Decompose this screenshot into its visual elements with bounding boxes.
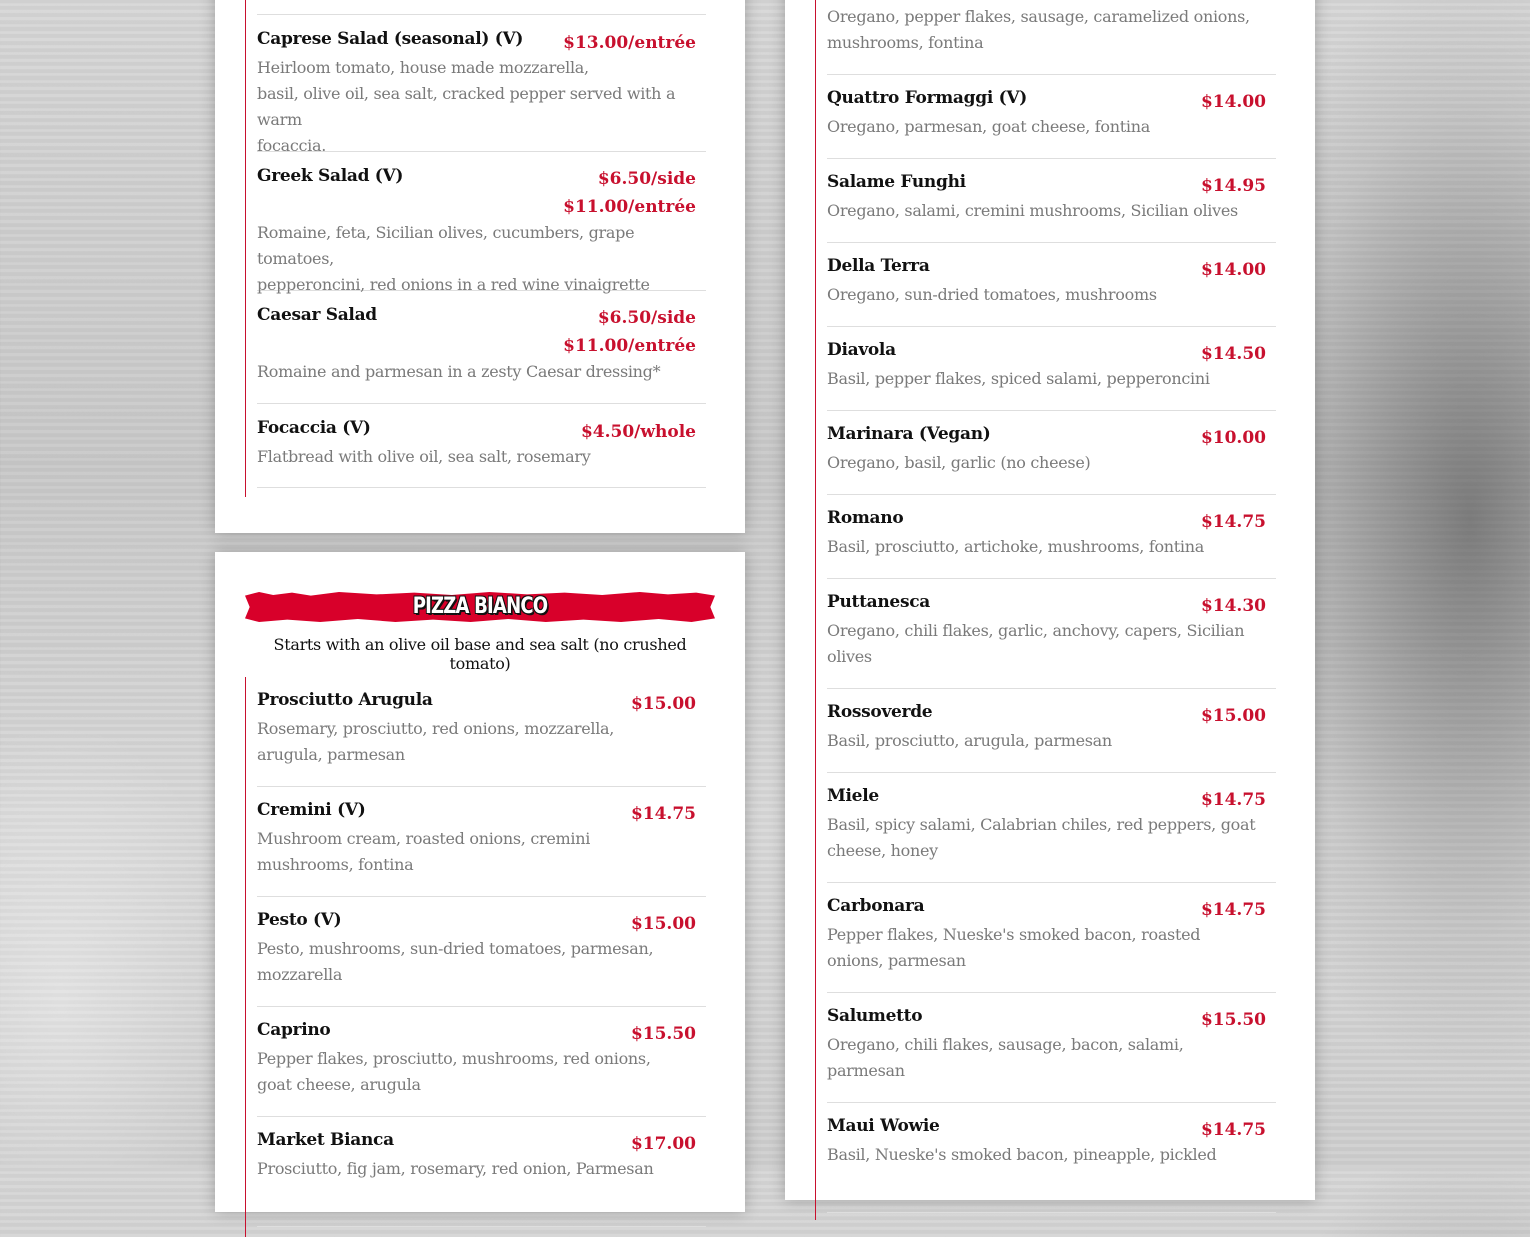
item-price: $14.75 — [1200, 512, 1266, 532]
item-description — [257, 1156, 653, 1182]
item-price-entree: $11.00/entrée — [563, 336, 696, 356]
item-price: $17.00 — [630, 1134, 696, 1154]
item-price: $14.00 — [1200, 92, 1266, 112]
menu-item-carbonara — [827, 883, 1276, 993]
item-description — [827, 812, 1255, 864]
item-name: Maui Wowie — [827, 1116, 940, 1136]
item-name: Puttanesca — [827, 592, 930, 612]
item-description-line: Pesto, mushrooms, sun-dried tomatoes, parmesan, — [257, 939, 654, 958]
section-subtitle: Starts with an olive oil base and sea salt (no crushed tomato) — [273, 635, 687, 673]
item-description — [257, 1046, 651, 1098]
item-price — [563, 165, 696, 221]
item-description: Basil, pepper flakes, spiced salami, pepperoncini — [827, 369, 1210, 388]
item-price: $15.00 — [630, 694, 696, 714]
pizza-bianco-item-list — [245, 677, 705, 1237]
item-price-entree: $11.00/entrée — [563, 197, 696, 217]
item-description-line: olives — [827, 647, 872, 666]
item-description: Basil, prosciutto, arugula, parmesan — [827, 731, 1112, 750]
menu-item-caesar-salad — [257, 291, 706, 404]
item-description-line: arugula, parmesan — [257, 745, 405, 764]
menu-item-caprese-salad — [257, 15, 706, 155]
item-description — [257, 220, 706, 298]
item-name: Caprese Salad (seasonal) (V) — [257, 29, 524, 49]
item-description-line: pepperoncini, red onions in a red wine vinaigrette — [257, 275, 650, 294]
menu-item-rossoverde — [827, 689, 1276, 773]
item-price: $15.00 — [630, 914, 696, 934]
menu-item-della-terra — [827, 243, 1276, 327]
item-name: Miele — [827, 786, 879, 806]
item-description: Oregano, parmesan, goat cheese, fontina — [827, 117, 1150, 136]
item-name: Caprino — [257, 1020, 331, 1040]
salads-panel — [215, 0, 745, 533]
item-description — [257, 936, 653, 988]
item-name: Salame Funghi — [827, 172, 966, 192]
menu-item-market-bianca — [257, 1117, 706, 1227]
item-description-line: mushrooms, fontina — [257, 855, 414, 874]
item-description-line: Pepper flakes, Nueske's smoked bacon, roasted — [827, 925, 1201, 944]
section-title: PIZZA BIANCO — [412, 594, 548, 619]
item-description — [257, 826, 590, 878]
item-description-line: mushrooms, fontina — [827, 33, 984, 52]
item-name: Prosciutto Arugula — [257, 690, 433, 710]
item-price: $14.75 — [1200, 1120, 1266, 1140]
item-price-side: $6.50/side — [597, 169, 696, 189]
item-description-line: Basil, Nueske's smoked bacon, pineapple, pickled — [827, 1145, 1217, 1164]
item-description — [257, 716, 614, 768]
menu-item-partial — [827, 0, 1276, 75]
item-description — [827, 1032, 1183, 1084]
item-price: $13.00/entrée — [563, 33, 696, 53]
menu-item-romano — [827, 495, 1276, 579]
menu-item-greek-salad — [257, 152, 706, 294]
item-description-line: focaccia. — [257, 136, 327, 155]
menu-item-maui-wowie — [827, 1103, 1276, 1213]
item-name: Focaccia (V) — [257, 418, 371, 438]
item-price: $14.75 — [1200, 790, 1266, 810]
item-name: Salumetto — [827, 1006, 923, 1026]
item-name: Rossoverde — [827, 702, 933, 722]
item-name: Romano — [827, 508, 904, 528]
item-price: $4.50/whole — [580, 422, 696, 442]
item-price: $14.50 — [1200, 344, 1266, 364]
pizza-rosso-item-list — [815, 0, 1275, 1220]
item-price — [563, 304, 696, 360]
menu-item-cremini — [257, 787, 706, 897]
item-name: Marinara (Vegan) — [827, 424, 991, 444]
item-price: $14.95 — [1200, 176, 1266, 196]
item-description: Flatbread with olive oil, sea salt, rosemary — [257, 447, 591, 466]
item-price: $14.75 — [1200, 900, 1266, 920]
item-price: $14.00 — [1200, 260, 1266, 280]
item-description: Oregano, sun-dried tomatoes, mushrooms — [827, 285, 1157, 304]
item-description-line: Heirloom tomato, house made mozzarella, — [257, 58, 589, 77]
item-name: Diavola — [827, 340, 896, 360]
item-description-line: Romaine, feta, Sicilian olives, cucumbers, grape tomatoes, — [257, 223, 635, 268]
item-description-line: mozzarella — [257, 965, 343, 984]
menu-item-pesto — [257, 897, 706, 1007]
item-description-line: Rosemary, prosciutto, red onions, mozzarella, — [257, 719, 615, 738]
menu-item-focaccia — [257, 404, 706, 488]
pizza-rosso-panel — [785, 0, 1315, 1200]
item-description: Basil, prosciutto, artichoke, mushrooms, fontina — [827, 537, 1204, 556]
menu-item-quattro-formaggi — [827, 75, 1276, 159]
item-description-line: Pepper flakes, prosciutto, mushrooms, red onions, — [257, 1049, 651, 1068]
item-description-line: Oregano, chili flakes, garlic, anchovy, capers, Sicilian — [827, 621, 1245, 640]
menu-item-salame-funghi — [827, 159, 1276, 243]
item-price: $14.75 — [630, 804, 696, 824]
item-description-line: onions, parmesan — [827, 951, 966, 970]
item-description-line: basil, olive oil, sea salt, cracked pepper served with a warm — [257, 84, 676, 129]
menu-item-diavola — [827, 327, 1276, 411]
item-description — [827, 618, 1244, 670]
item-description — [827, 1142, 1216, 1168]
item-price: $10.00 — [1200, 428, 1266, 448]
item-price: $15.50 — [1200, 1010, 1266, 1030]
item-price: $14.30 — [1200, 596, 1266, 616]
salads-item-list — [245, 0, 705, 497]
item-description — [257, 55, 706, 159]
item-name: Quattro Formaggi (V) — [827, 88, 1027, 108]
menu-item-salumetto — [827, 993, 1276, 1103]
item-price-side: $6.50/side — [597, 308, 696, 328]
item-name: Caesar Salad — [257, 305, 377, 325]
item-description — [827, 4, 1250, 56]
item-description-line: Oregano, pepper flakes, sausage, caramelized onions, — [827, 7, 1250, 26]
item-description: Oregano, basil, garlic (no cheese) — [827, 453, 1091, 472]
item-name: Cremini (V) — [257, 800, 366, 820]
item-description: Oregano, salami, cremini mushrooms, Sicilian olives — [827, 201, 1238, 220]
item-description-line: Prosciutto, fig jam, rosemary, red onion, Parmesan — [257, 1159, 654, 1178]
item-name: Market Bianca — [257, 1130, 394, 1150]
menu-item-puttanesca — [827, 579, 1276, 689]
item-description-line: Oregano, chili flakes, sausage, bacon, salami, — [827, 1035, 1184, 1054]
item-description-line: goat cheese, arugula — [257, 1075, 421, 1094]
menu-item-caprino — [257, 1007, 706, 1117]
menu-item-miele — [827, 773, 1276, 883]
item-name: Greek Salad (V) — [257, 166, 404, 186]
pizza-bianco-panel — [215, 552, 745, 1212]
item-description-line: Basil, spicy salami, Calabrian chiles, red peppers, goat — [827, 815, 1256, 834]
salads-top-divider — [257, 0, 706, 15]
item-name: Carbonara — [827, 896, 925, 916]
menu-item-prosciutto-arugula — [257, 677, 706, 787]
item-description-line: Mushroom cream, roasted onions, cremini — [257, 829, 591, 848]
item-description-line: parmesan — [827, 1061, 905, 1080]
item-name: Della Terra — [827, 256, 930, 276]
item-price: $15.00 — [1200, 706, 1266, 726]
item-description — [827, 922, 1200, 974]
item-description: Romaine and parmesan in a zesty Caesar dressing* — [257, 362, 661, 381]
item-description-line: cheese, honey — [827, 841, 938, 860]
item-name: Pesto (V) — [257, 910, 342, 930]
menu-item-marinara — [827, 411, 1276, 495]
item-price: $15.50 — [630, 1024, 696, 1044]
